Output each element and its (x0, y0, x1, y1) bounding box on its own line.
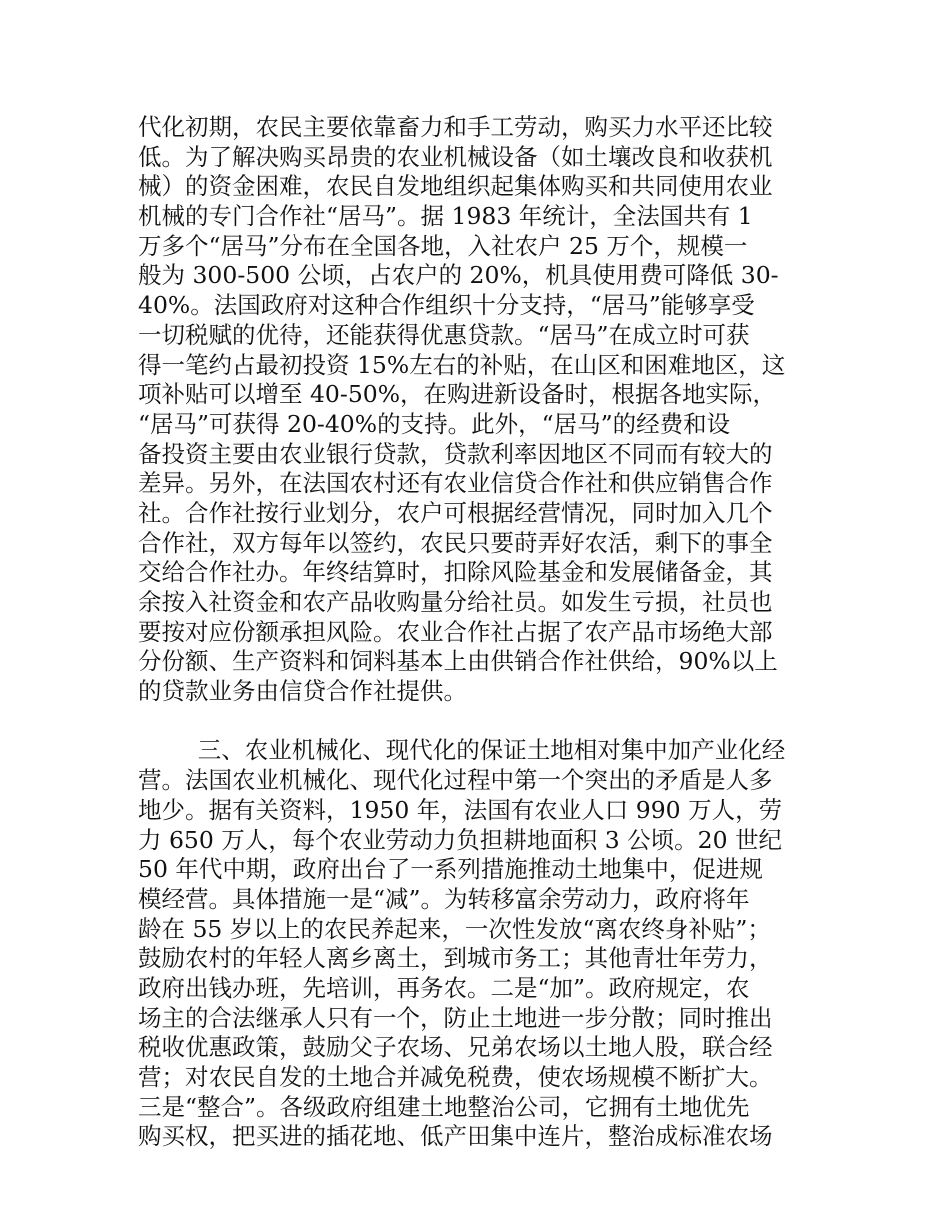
text-line: 地少。据有关资料，1950 年，法国有农业人口 990 万人，劳 (138, 795, 783, 824)
text-line: 40%。法国政府对这种合作组织十分支持，“居马”能够享受 (138, 291, 755, 320)
text-line: 的贷款业务由信贷合作社提供。 (138, 677, 467, 706)
paragraph-gap (138, 707, 818, 737)
text-line: 得一笔约占最初投资 15%左右的补贴，在山区和困难地区，这 (138, 350, 786, 379)
paragraph-cooperatives (138, 113, 818, 707)
text-line: 场主的合法继承人只有一个，防止土地进一步分散；同时推出 (138, 1003, 773, 1032)
text-line: 要按对应份额承担风险。农业合作社占据了农产品市场绝大部 (138, 617, 773, 646)
text-line: 低。为了解决购买昂贵的农业机械设备（如土壤改良和收获机 (138, 142, 773, 171)
text-line: 购买权，把买进的插花地、低产田集中连片，整治成标准农场 (138, 1122, 773, 1151)
text-line: 三、农业机械化、现代化的保证土地相对集中加产业化经 (138, 736, 786, 765)
document-page (138, 113, 818, 1152)
text-line: 三是“整合”。各级政府组建土地整治公司，它拥有土地优先 (138, 1092, 750, 1121)
text-line: 营；对农民自发的土地合并减免税费，使农场规模不断扩大。 (138, 1063, 773, 1091)
text-line: 一切税赋的优待，还能获得优惠贷款。“居马”在成立时可获 (138, 320, 750, 349)
text-line: 合作社，双方每年以签约，农民只要莳弄好农活，剩下的事全 (138, 528, 773, 557)
text-line: “居马”可获得 20-40%的支持。此外，“居马”的经费和设 (138, 409, 731, 438)
text-line: 力 650 万人，每个农业劳动力负担耕地面积 3 公顷。20 世纪 (138, 825, 783, 854)
text-line: 械）的资金困难，农民自发地组织起集体购买和共同使用农业 (138, 172, 773, 201)
text-line: 龄在 55 岁以上的农民养起来，一次性发放“离农终身补贴”； (138, 914, 771, 943)
text-line: 鼓励农村的年轻人离乡离土，到城市务工；其他青壮年劳力， (138, 944, 773, 973)
text-line: 差异。另外，在法国农村还有农业信贷合作社和供应销售合作 (138, 469, 773, 498)
text-line: 50 年代中期，政府出台了一系列措施推动土地集中，促进规 (138, 855, 763, 884)
paragraph-land-concentration (138, 736, 818, 1152)
text-line: 分份额、生产资料和饲料基本上由供销合作社供给，90%以上 (138, 647, 778, 676)
text-line: 般为 300-500 公顷，占农户的 20%，机具使用费可降低 30- (138, 261, 779, 290)
text-line: 机械的专门合作社“居马”。据 1983 年统计，全法国共有 1 (138, 202, 753, 231)
text-line: 营。法国农业机械化、现代化过程中第一个突出的矛盾是人多 (138, 766, 773, 795)
text-line: 模经营。具体措施一是“减”。为转移富余劳动力，政府将年 (138, 884, 750, 913)
text-line: 备投资主要由农业银行贷款，贷款利率因地区不同而有较大的 (138, 439, 773, 468)
text-line: 社。合作社按行业划分，农户可根据经营情况，同时加入几个 (138, 498, 773, 527)
text-line: 政府出钱办班，先培训，再务农。二是“加”。政府规定，农 (138, 973, 750, 1002)
text-line: 余按入社资金和农产品收购量分给社员。如发生亏损，社员也 (138, 588, 773, 616)
text-line: 项补贴可以增至 40-50%，在购进新设备时，根据各地实际， (138, 380, 777, 409)
text-line: 税收优惠政策，鼓励父子农场、兄弟农场以土地人股，联合经 (138, 1033, 773, 1062)
text-line: 万多个“居马”分布在全国各地，入社农户 25 万个，规模一 (138, 231, 748, 260)
text-line: 代化初期，农民主要依靠畜力和手工劳动，购买力水平还比较 (138, 113, 773, 141)
text-line: 交给合作社办。年终结算时，扣除风险基金和发展储备金，其 (138, 558, 773, 587)
